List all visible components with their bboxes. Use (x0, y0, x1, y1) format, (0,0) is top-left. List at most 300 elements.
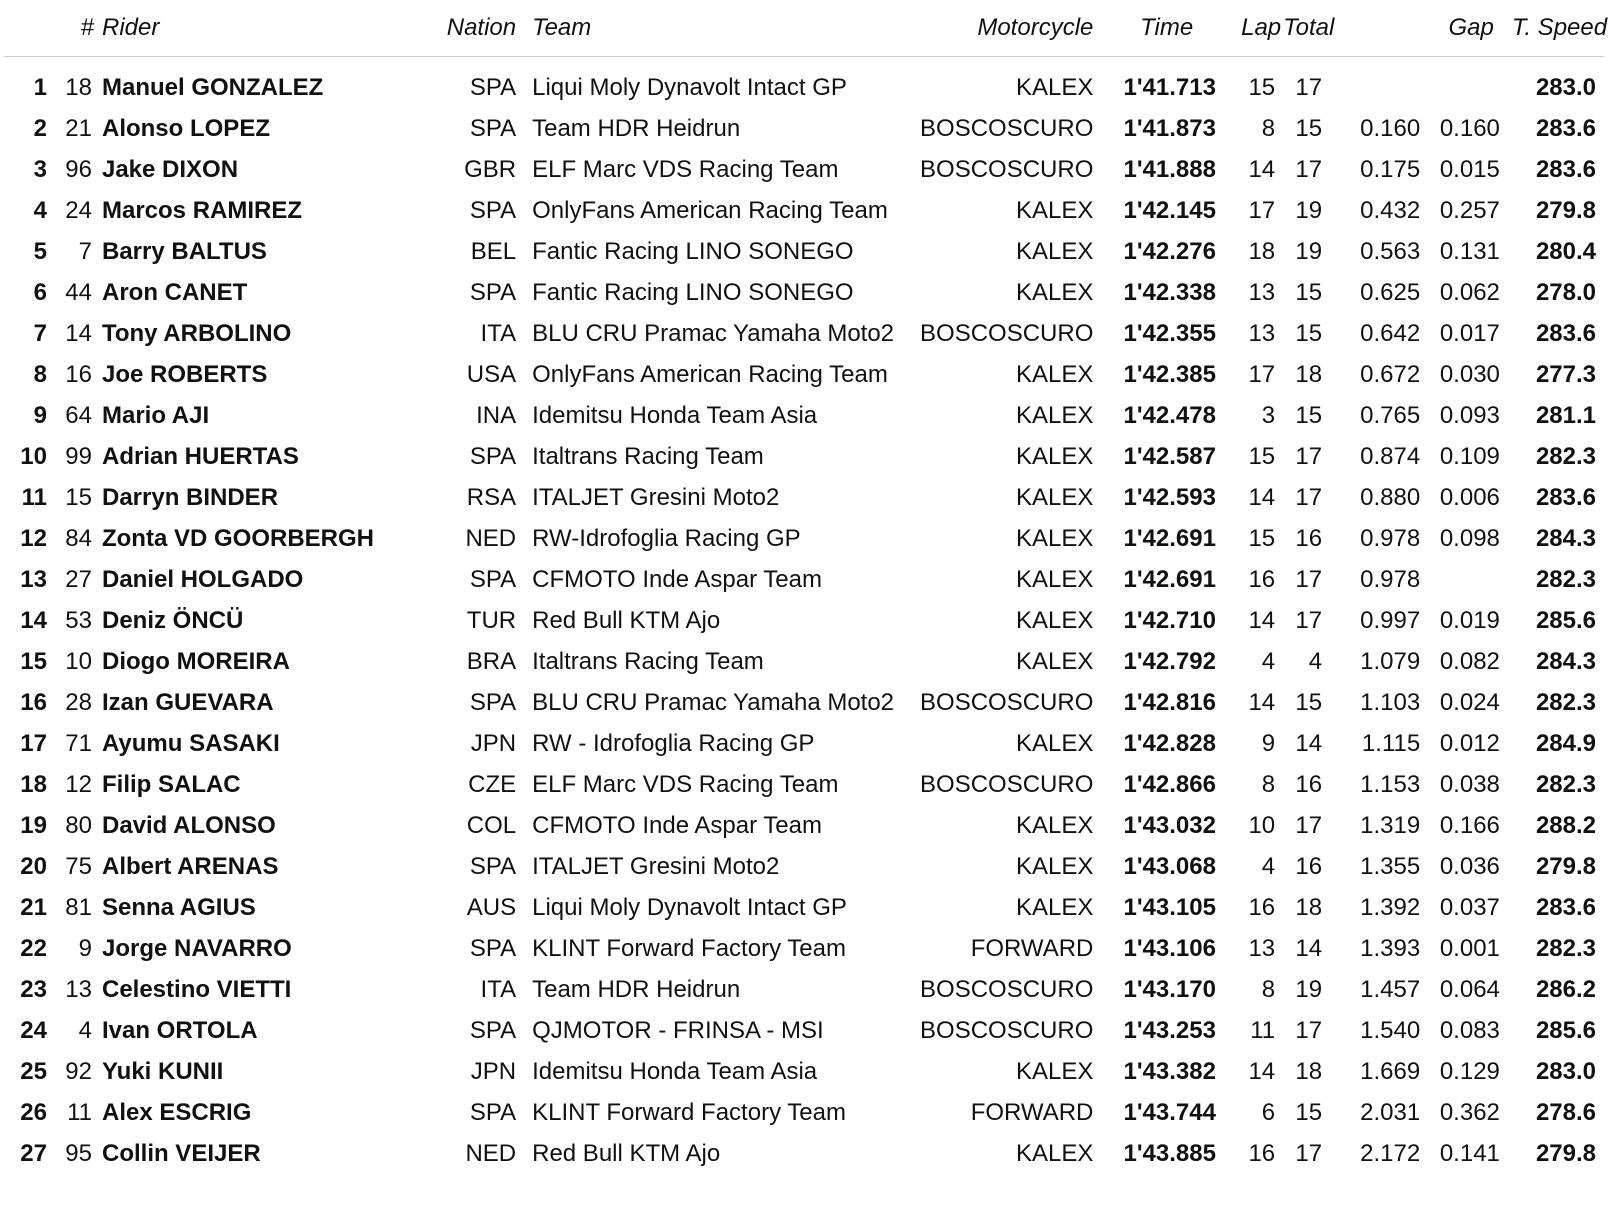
lap-time-cell: 1'43.170 (1123, 975, 1216, 1003)
rider-number-cell: 27 (65, 565, 92, 593)
rider-name-cell: Deniz ÖNCÜ (101, 606, 244, 634)
motorcycle-cell: KALEX (1015, 647, 1094, 675)
header-spacer (4, 57, 1604, 68)
table-row (4, 1133, 1604, 1174)
motorcycle-cell: BOSCOSCURO (920, 114, 1094, 142)
rider-number-cell: 92 (65, 1057, 92, 1085)
motorcycle-cell: KALEX (1015, 360, 1094, 388)
nation-cell: COL (466, 811, 517, 839)
best-lap-cell: 15 (1248, 442, 1276, 470)
table-row (4, 928, 1604, 969)
rider-number-cell: 95 (65, 1139, 92, 1167)
gap-first-cell: 0.160 (1360, 114, 1421, 142)
lap-time-cell: 1'42.691 (1123, 524, 1216, 552)
team-cell: QJMOTOR - FRINSA - MSI (532, 1016, 824, 1044)
lap-time-cell: 1'41.713 (1123, 73, 1216, 101)
best-lap-cell: 14 (1248, 155, 1276, 183)
table-row (4, 846, 1604, 887)
team-cell: Liqui Moly Dynavolt Intact GP (532, 893, 847, 921)
rider-name-cell: Joe ROBERTS (101, 360, 268, 388)
lap-time-cell: 1'43.068 (1123, 852, 1216, 880)
top-speed-cell: 282.3 (1535, 688, 1596, 716)
gap-previous-cell: 0.015 (1439, 155, 1500, 183)
rider-name-cell: Adrian HUERTAS (101, 442, 299, 470)
gap-first-cell: 1.669 (1360, 1057, 1421, 1085)
gap-previous-cell: 0.024 (1439, 688, 1500, 716)
team-cell: ITALJET Gresini Moto2 (532, 483, 780, 511)
position-cell: 13 (20, 565, 47, 593)
gap-first-cell: 0.642 (1360, 319, 1421, 347)
total-laps-cell: 19 (1295, 237, 1323, 265)
rider-name-cell: Yuki KUNII (101, 1057, 224, 1085)
top-speed-cell: 285.6 (1535, 606, 1596, 634)
rider-number-cell: 99 (65, 442, 92, 470)
gap-first-cell: 1.103 (1360, 688, 1421, 716)
team-cell: ELF Marc VDS Racing Team (532, 770, 839, 798)
table-row (4, 231, 1604, 272)
team-cell: Italtrans Racing Team (532, 647, 764, 675)
motorcycle-cell: KALEX (1015, 73, 1094, 101)
gap-previous-cell: 0.019 (1439, 606, 1500, 634)
top-speed-cell: 283.0 (1535, 1057, 1596, 1085)
table-row (4, 1010, 1604, 1051)
rider-number-cell: 80 (65, 811, 92, 839)
gap-previous-cell: 0.257 (1439, 196, 1500, 224)
total-laps-cell: 4 (1308, 647, 1323, 675)
position-cell: 23 (20, 975, 47, 1003)
top-speed-cell: 283.6 (1535, 114, 1596, 142)
best-lap-cell: 14 (1248, 688, 1276, 716)
best-lap-cell: 14 (1248, 1057, 1276, 1085)
total-laps-cell: 14 (1295, 934, 1323, 962)
top-speed-cell: 285.6 (1535, 1016, 1596, 1044)
best-lap-cell: 13 (1248, 319, 1276, 347)
rider-name-cell: Izan GUEVARA (101, 688, 274, 716)
gap-previous-cell: 0.093 (1439, 401, 1500, 429)
table-row (4, 149, 1604, 190)
position-cell: 5 (33, 237, 47, 265)
nation-cell: SPA (469, 114, 517, 142)
rider-number-cell: 13 (65, 975, 92, 1003)
gap-first-cell: 0.978 (1360, 565, 1421, 593)
rider-name-cell: Marcos RAMIREZ (101, 196, 303, 224)
nation-cell: BEL (470, 237, 517, 265)
nation-cell: SPA (469, 852, 517, 880)
total-laps-cell: 17 (1295, 442, 1323, 470)
rider-name-cell: Jake DIXON (101, 155, 239, 183)
top-speed-cell: 279.8 (1535, 852, 1596, 880)
gap-first-cell: 2.031 (1360, 1098, 1421, 1126)
lap-time-cell: 1'42.478 (1123, 401, 1216, 429)
gap-first-cell: 0.880 (1360, 483, 1421, 511)
total-laps-cell: 15 (1295, 1098, 1323, 1126)
gap-previous-cell: 0.160 (1439, 114, 1500, 142)
gap-previous-cell: 0.064 (1439, 975, 1500, 1003)
total-laps-cell: 19 (1295, 196, 1323, 224)
team-cell: Idemitsu Honda Team Asia (532, 401, 818, 429)
total-laps-cell: 19 (1295, 975, 1323, 1003)
team-cell: Team HDR Heidrun (532, 975, 741, 1003)
motorcycle-cell: KALEX (1015, 237, 1094, 265)
lap-time-cell: 1'42.816 (1123, 688, 1216, 716)
rider-number-cell: 44 (65, 278, 92, 306)
gap-first-cell: 0.563 (1360, 237, 1421, 265)
lap-time-cell: 1'42.276 (1123, 237, 1216, 265)
top-speed-cell: 288.2 (1535, 811, 1596, 839)
nation-cell: JPN (470, 1057, 517, 1085)
total-laps-cell: 17 (1295, 1016, 1323, 1044)
gap-previous-cell: 0.036 (1439, 852, 1500, 880)
table-row (4, 108, 1604, 149)
gap-first-cell: 1.319 (1360, 811, 1421, 839)
gap-previous-cell: 0.109 (1439, 442, 1500, 470)
lap-time-cell: 1'42.338 (1123, 278, 1216, 306)
top-speed-cell: 279.8 (1535, 1139, 1596, 1167)
rider-number-cell: 15 (65, 483, 92, 511)
rider-name-cell: Albert ARENAS (101, 852, 279, 880)
position-cell: 22 (20, 934, 47, 962)
best-lap-cell: 17 (1248, 360, 1276, 388)
nation-cell: JPN (470, 729, 517, 757)
gap-previous-cell: 0.038 (1439, 770, 1500, 798)
motorcycle-cell: KALEX (1015, 524, 1094, 552)
top-speed-cell: 286.2 (1535, 975, 1596, 1003)
lap-time-cell: 1'43.032 (1123, 811, 1216, 839)
gap-first-cell: 2.172 (1360, 1139, 1421, 1167)
gap-first-cell: 1.392 (1360, 893, 1421, 921)
gap-previous-cell: 0.006 (1439, 483, 1500, 511)
motorcycle-cell: KALEX (1015, 1057, 1094, 1085)
table-row (4, 67, 1604, 108)
top-speed-cell: 284.9 (1535, 729, 1596, 757)
gap-first-cell: 0.997 (1360, 606, 1421, 634)
rider-number-cell: 64 (65, 401, 92, 429)
table-row (4, 190, 1604, 231)
position-cell: 4 (33, 196, 47, 224)
lap-time-cell: 1'43.106 (1123, 934, 1216, 962)
best-lap-cell: 16 (1248, 565, 1276, 593)
position-cell: 1 (33, 73, 47, 101)
position-cell: 15 (20, 647, 47, 675)
header-top-speed: T. Speed (1508, 0, 1604, 57)
table-body (4, 57, 1604, 1175)
nation-cell: BRA (466, 647, 517, 675)
header-motorcycle: Motorcycle (911, 0, 1105, 57)
team-cell: Idemitsu Honda Team Asia (532, 1057, 818, 1085)
team-cell: ITALJET Gresini Moto2 (532, 852, 780, 880)
gap-first-cell: 1.115 (1361, 729, 1421, 757)
table-row (4, 723, 1604, 764)
team-cell: OnlyFans American Racing Team (532, 360, 888, 388)
team-cell: Red Bull KTM Ajo (532, 1139, 721, 1167)
nation-cell: SPA (469, 1016, 517, 1044)
gap-previous-cell: 0.062 (1439, 278, 1500, 306)
top-speed-cell: 283.6 (1535, 319, 1596, 347)
gap-first-cell: 1.457 (1360, 975, 1421, 1003)
table-row (4, 1092, 1604, 1133)
total-laps-cell: 15 (1295, 278, 1323, 306)
lap-time-cell: 1'42.587 (1123, 442, 1216, 470)
table-row (4, 1051, 1604, 1092)
top-speed-cell: 278.6 (1535, 1098, 1596, 1126)
top-speed-cell: 282.3 (1535, 442, 1596, 470)
best-lap-cell: 11 (1250, 1016, 1276, 1044)
gap-previous-cell (1428, 559, 1508, 600)
best-lap-cell: 16 (1248, 1139, 1276, 1167)
rider-number-cell: 53 (65, 606, 92, 634)
nation-cell: ITA (480, 319, 517, 347)
position-cell: 7 (33, 319, 47, 347)
position-cell: 2 (33, 114, 47, 142)
top-speed-cell: 277.3 (1535, 360, 1596, 388)
rider-number-cell: 11 (67, 1098, 92, 1126)
nation-cell: SPA (469, 565, 517, 593)
position-cell: 20 (20, 852, 47, 880)
gap-previous-cell: 0.166 (1439, 811, 1500, 839)
best-lap-cell: 4 (1261, 852, 1276, 880)
position-cell: 16 (20, 688, 47, 716)
rider-number-cell: 28 (65, 688, 92, 716)
table-row (4, 436, 1604, 477)
lap-time-cell: 1'43.382 (1123, 1057, 1216, 1085)
table-row (4, 477, 1604, 518)
nation-cell: NED (465, 524, 517, 552)
total-laps-cell: 17 (1295, 483, 1323, 511)
header-number: # (49, 0, 98, 57)
total-laps-cell: 15 (1295, 401, 1323, 429)
gap-first-cell (1330, 67, 1428, 108)
team-cell: BLU CRU Pramac Yamaha Moto2 (532, 688, 895, 716)
team-cell: KLINT Forward Factory Team (532, 934, 846, 962)
motorcycle-cell: KALEX (1015, 278, 1094, 306)
total-laps-cell: 15 (1295, 114, 1323, 142)
table-row (4, 518, 1604, 559)
top-speed-cell: 283.6 (1535, 483, 1596, 511)
best-lap-cell: 3 (1261, 401, 1276, 429)
team-cell: Red Bull KTM Ajo (532, 606, 721, 634)
rider-number-cell: 14 (65, 319, 92, 347)
gap-previous-cell (1428, 67, 1508, 108)
motorcycle-cell: KALEX (1015, 565, 1094, 593)
rider-number-cell: 21 (65, 114, 92, 142)
team-cell: Liqui Moly Dynavolt Intact GP (532, 73, 847, 101)
results-table (4, 0, 1608, 1174)
position-cell: 24 (20, 1016, 47, 1044)
total-laps-cell: 18 (1295, 893, 1323, 921)
rider-name-cell: Alex ESCRIG (101, 1098, 252, 1126)
rider-name-cell: David ALONSO (101, 811, 276, 839)
rider-number-cell: 9 (78, 934, 92, 962)
position-cell: 11 (21, 483, 47, 511)
rider-number-cell: 18 (65, 73, 92, 101)
rider-name-cell: Zonta VD GOORBERGH (101, 524, 374, 552)
table-row (4, 682, 1604, 723)
motorcycle-cell: BOSCOSCURO (920, 155, 1094, 183)
gap-previous-cell: 0.098 (1439, 524, 1500, 552)
position-cell: 19 (20, 811, 47, 839)
team-cell: CFMOTO Inde Aspar Team (532, 565, 822, 593)
total-laps-cell: 17 (1295, 1139, 1323, 1167)
nation-cell: RSA (466, 483, 517, 511)
table-row (4, 641, 1604, 682)
gap-first-cell: 0.432 (1360, 196, 1421, 224)
lap-time-cell: 1'42.145 (1123, 196, 1216, 224)
table-row (4, 559, 1604, 600)
header-total: Total (1283, 0, 1330, 57)
nation-cell: INA (476, 401, 517, 429)
team-cell: Italtrans Racing Team (532, 442, 764, 470)
table-row (4, 395, 1604, 436)
best-lap-cell: 10 (1248, 811, 1276, 839)
team-cell: Fantic Racing LINO SONEGO (532, 278, 854, 306)
header-position (4, 0, 49, 57)
rider-number-cell: 12 (65, 770, 92, 798)
rider-number-cell: 75 (65, 852, 92, 880)
rider-name-cell: Collin VEIJER (101, 1139, 261, 1167)
team-cell: RW - Idrofoglia Racing GP (532, 729, 815, 757)
lap-time-cell: 1'42.792 (1123, 647, 1216, 675)
gap-first-cell: 1.540 (1360, 1016, 1421, 1044)
total-laps-cell: 17 (1295, 155, 1323, 183)
lap-time-cell: 1'43.253 (1123, 1016, 1216, 1044)
best-lap-cell: 4 (1261, 647, 1276, 675)
total-laps-cell: 16 (1295, 852, 1323, 880)
gap-first-cell: 1.079 (1360, 647, 1421, 675)
rider-number-cell: 24 (65, 196, 92, 224)
header-team: Team (528, 0, 911, 57)
gap-first-cell: 0.625 (1360, 278, 1421, 306)
best-lap-cell: 15 (1248, 73, 1276, 101)
position-cell: 3 (33, 155, 47, 183)
table-row (4, 600, 1604, 641)
lap-time-cell: 1'43.105 (1123, 893, 1216, 921)
gap-first-cell: 1.153 (1360, 770, 1421, 798)
top-speed-cell: 281.1 (1535, 401, 1596, 429)
rider-name-cell: Jorge NAVARRO (101, 934, 292, 962)
nation-cell: TUR (466, 606, 517, 634)
nation-cell: USA (466, 360, 517, 388)
nation-cell: SPA (469, 278, 517, 306)
total-laps-cell: 15 (1295, 688, 1323, 716)
total-laps-cell: 14 (1295, 729, 1323, 757)
best-lap-cell: 14 (1248, 483, 1276, 511)
top-speed-cell: 283.6 (1535, 893, 1596, 921)
best-lap-cell: 8 (1261, 975, 1276, 1003)
rider-name-cell: Ayumu SASAKI (101, 729, 280, 757)
nation-cell: GBR (464, 155, 517, 183)
gap-first-cell: 0.765 (1360, 401, 1421, 429)
motorcycle-cell: FORWARD (970, 934, 1094, 962)
top-speed-cell: 284.3 (1535, 647, 1596, 675)
lap-time-cell: 1'42.593 (1123, 483, 1216, 511)
rider-number-cell: 7 (78, 237, 92, 265)
best-lap-cell: 14 (1248, 606, 1276, 634)
best-lap-cell: 9 (1261, 729, 1276, 757)
top-speed-cell: 280.4 (1535, 237, 1596, 265)
position-cell: 12 (20, 524, 47, 552)
motorcycle-cell: BOSCOSCURO (920, 975, 1094, 1003)
lap-time-cell: 1'42.355 (1123, 319, 1216, 347)
nation-cell: CZE (468, 770, 517, 798)
motorcycle-cell: KALEX (1015, 893, 1094, 921)
motorcycle-cell: KALEX (1015, 401, 1094, 429)
table-row (4, 272, 1604, 313)
total-laps-cell: 17 (1295, 606, 1323, 634)
rider-name-cell: Mario AJI (101, 401, 210, 429)
gap-previous-cell: 0.082 (1439, 647, 1500, 675)
motorcycle-cell: KALEX (1015, 729, 1094, 757)
motorcycle-cell: KALEX (1015, 442, 1094, 470)
table-row (4, 887, 1604, 928)
nation-cell: SPA (469, 73, 517, 101)
nation-cell: ITA (480, 975, 517, 1003)
top-speed-cell: 279.8 (1535, 196, 1596, 224)
rider-number-cell: 96 (65, 155, 92, 183)
best-lap-cell: 13 (1248, 934, 1276, 962)
header-rider: Rider (98, 0, 421, 57)
rider-name-cell: Manuel GONZALEZ (101, 73, 324, 101)
position-cell: 25 (20, 1057, 47, 1085)
position-cell: 10 (20, 442, 47, 470)
nation-cell: SPA (469, 934, 517, 962)
header-gap: Gap (1330, 0, 1508, 57)
gap-previous-cell: 0.083 (1439, 1016, 1500, 1044)
gap-previous-cell: 0.001 (1439, 934, 1500, 962)
gap-previous-cell: 0.131 (1439, 237, 1500, 265)
gap-previous-cell: 0.012 (1439, 729, 1500, 757)
gap-first-cell: 1.355 (1360, 852, 1421, 880)
nation-cell: AUS (466, 893, 517, 921)
rider-number-cell: 71 (65, 729, 92, 757)
total-laps-cell: 17 (1295, 73, 1323, 101)
total-laps-cell: 16 (1295, 524, 1323, 552)
top-speed-cell: 284.3 (1535, 524, 1596, 552)
rider-name-cell: Aron CANET (101, 278, 248, 306)
motorcycle-cell: KALEX (1015, 811, 1094, 839)
position-cell: 14 (20, 606, 47, 634)
gap-previous-cell: 0.037 (1439, 893, 1500, 921)
rider-name-cell: Alonso LOPEZ (101, 114, 270, 142)
gap-previous-cell: 0.129 (1439, 1057, 1500, 1085)
rider-name-cell: Diogo MOREIRA (101, 647, 290, 675)
total-laps-cell: 18 (1295, 1057, 1323, 1085)
team-cell: ELF Marc VDS Racing Team (532, 155, 839, 183)
lap-time-cell: 1'43.885 (1123, 1139, 1216, 1167)
table-header (4, 0, 1608, 57)
gap-first-cell: 0.874 (1360, 442, 1421, 470)
best-lap-cell: 16 (1248, 893, 1276, 921)
table-row (4, 354, 1604, 395)
motorcycle-cell: KALEX (1015, 606, 1094, 634)
table-row (4, 764, 1604, 805)
lap-time-cell: 1'42.866 (1123, 770, 1216, 798)
motorcycle-cell: BOSCOSCURO (920, 688, 1094, 716)
rider-name-cell: Daniel HOLGADO (101, 565, 304, 593)
position-cell: 8 (33, 360, 47, 388)
table-row (4, 313, 1604, 354)
motorcycle-cell: BOSCOSCURO (920, 319, 1094, 347)
position-cell: 6 (33, 278, 47, 306)
position-cell: 17 (20, 729, 47, 757)
gap-first-cell: 0.175 (1360, 155, 1421, 183)
team-cell: BLU CRU Pramac Yamaha Moto2 (532, 319, 895, 347)
top-speed-cell: 283.6 (1535, 155, 1596, 183)
rider-number-cell: 4 (78, 1016, 92, 1044)
motorcycle-cell: KALEX (1015, 1139, 1094, 1167)
total-laps-cell: 18 (1295, 360, 1323, 388)
rider-name-cell: Darryn BINDER (101, 483, 279, 511)
lap-time-cell: 1'41.888 (1123, 155, 1216, 183)
